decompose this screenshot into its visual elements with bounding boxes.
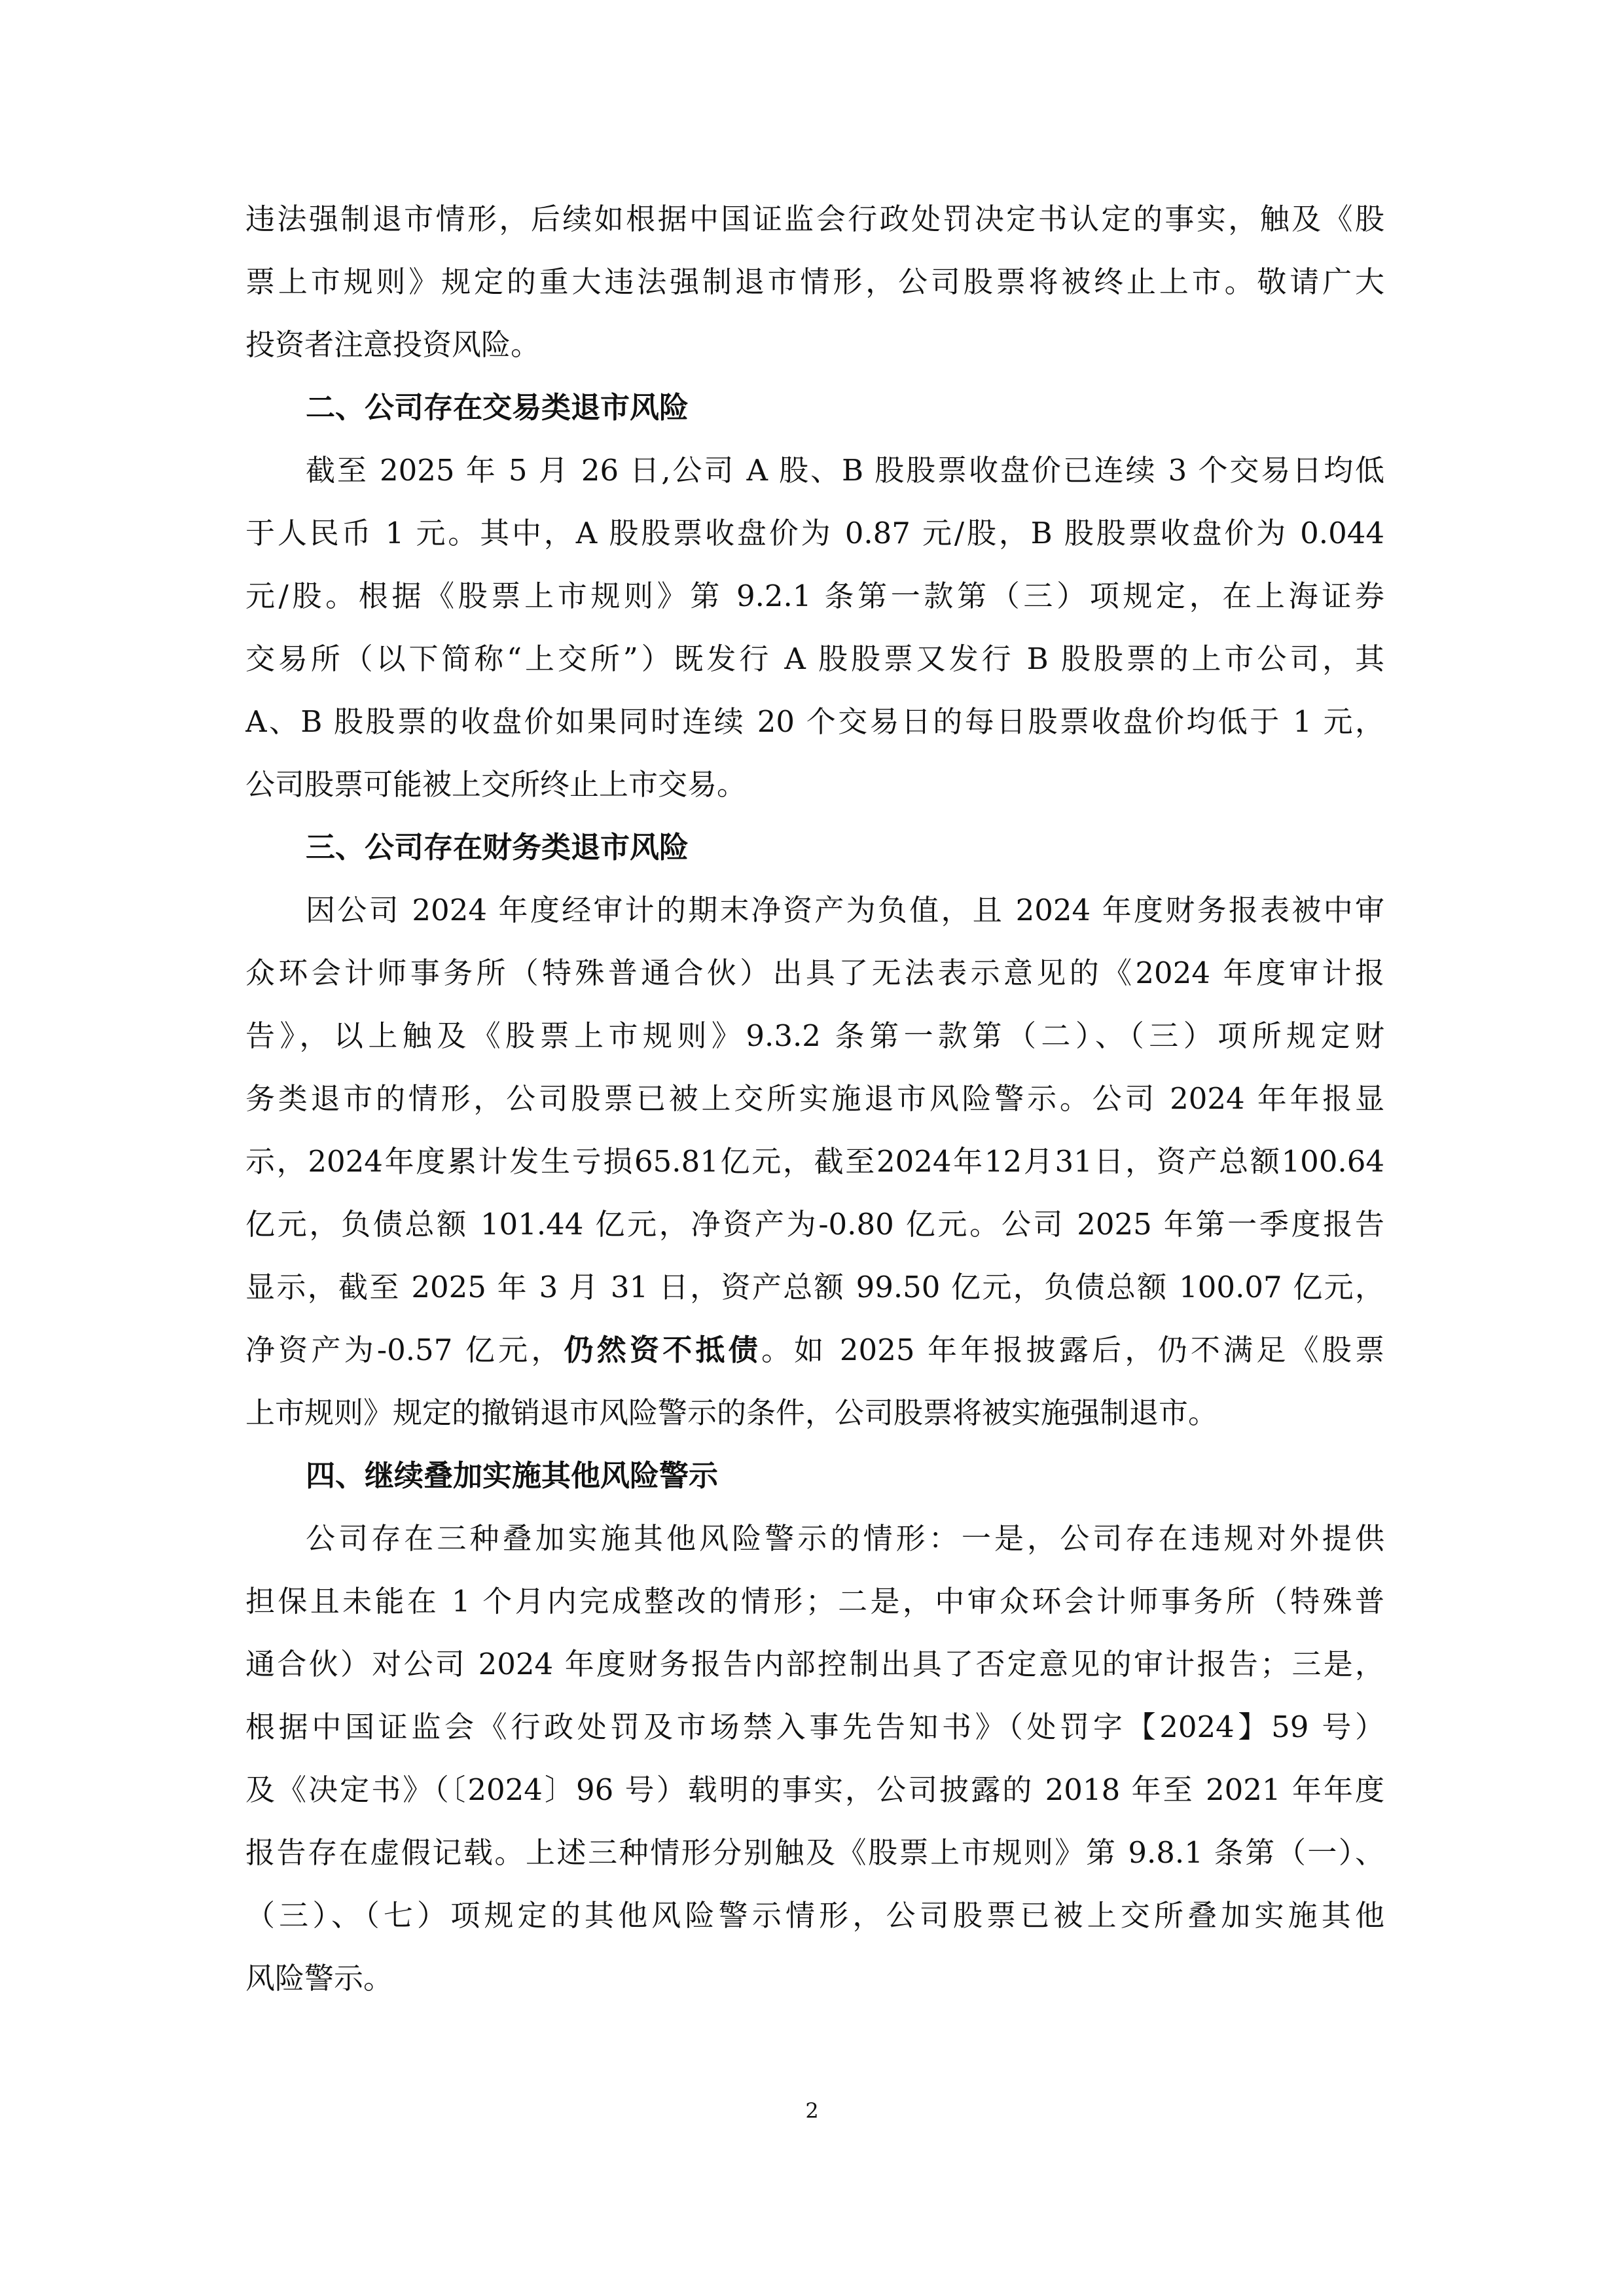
- text-line: 告》，以上触及《股票上市规则》9.3.2 条第一款第（二）、（三）项所规定财: [245, 1018, 1384, 1053]
- document-body: [245, 188, 1384, 2010]
- text-line: 公司存在三种叠加实施其他风险警示的情形：一是，公司存在违规对外提供: [306, 1521, 1384, 1556]
- text-line: 通合伙）对公司 2024 年度财务报告内部控制出具了否定意见的审计报告；三是，: [245, 1647, 1384, 1681]
- page-number: 2: [805, 2098, 819, 2123]
- text-line: 违法强制退市情形，后续如根据中国证监会行政处罚决定书认定的事实，触及《股: [245, 202, 1384, 236]
- text-line: 亿元，负债总额 101.44 亿元，净资产为-0.80 亿元。公司 2025 年第一季度报告: [245, 1207, 1384, 1242]
- text-line: 根据中国证监会《行政处罚及市场禁入事先告知书》（处罚字【2024】59 号）: [245, 1710, 1384, 1744]
- text-line: 务类退市的情形，公司股票已被上交所实施退市风险警示。公司 2024 年年报显: [245, 1081, 1384, 1116]
- text-line: 元/股。根据《股票上市规则》第 9.2.1 条第一款第（三）项规定，在上海证券: [245, 579, 1384, 613]
- text-line: 于人民币 1 元。其中，A 股股票收盘价为 0.87 元/股，B 股股票收盘价为 0.044: [245, 516, 1384, 550]
- text-line: 截至 2025 年 5 月 26 日,公司 A 股、B 股股票收盘价已连续 3 个交易日均低: [306, 453, 1384, 488]
- text-line: 显示，截至 2025 年 3 月 31 日，资产总额 99.50 亿元，负债总额 100.07 亿元，: [245, 1270, 1384, 1304]
- text-line: 报告存在虚假记载。上述三种情形分别触及《股票上市规则》第 9.8.1 条第（一）、: [245, 1835, 1384, 1870]
- text-line: 众环会计师事务所（特殊普通合伙）出具了无法表示意见的《2024 年度审计报: [245, 956, 1384, 990]
- section-heading: 二、公司存在交易类退市风险: [306, 390, 689, 425]
- text-line: 因公司 2024 年度经审计的期末净资产为负值，且 2024 年度财务报表被中审: [306, 893, 1384, 927]
- text-line: 风险警示。: [245, 1961, 393, 1996]
- text-line: 投资者注意投资风险。: [245, 327, 541, 362]
- section-heading: 三、公司存在财务类退市风险: [306, 830, 689, 865]
- emphasized-text: 仍然资不抵债: [564, 1333, 761, 1367]
- text-line: 担保且未能在 1 个月内完成整改的情形；二是，中审众环会计师事务所（特殊普: [245, 1584, 1384, 1619]
- text-segment: 净资产为-0.57 亿元，: [245, 1333, 564, 1367]
- text-line: A、B 股股票的收盘价如果同时连续 20 个交易日的每日股票收盘价均低于 1 元，: [245, 704, 1384, 739]
- text-line-with-emphasis: [245, 1319, 1384, 1382]
- text-line: （三）、（七）项规定的其他风险警示情形，公司股票已被上交所叠加实施其他: [245, 1898, 1384, 1933]
- text-line: 及《决定书》（〔2024〕96 号）载明的事实，公司披露的 2018 年至 2021 年年度: [245, 1772, 1384, 1807]
- section-heading: 四、继续叠加实施其他风险警示: [306, 1458, 719, 1493]
- text-line: 公司股票可能被上交所终止上市交易。: [245, 767, 747, 802]
- text-line: 上市规则》规定的撤销退市风险警示的条件，公司股票将被实施强制退市。: [245, 1395, 1218, 1430]
- text-line: 票上市规则》规定的重大违法强制退市情形，公司股票将被终止上市。敬请广大: [245, 264, 1384, 299]
- text-line: 交易所（以下简称“上交所”）既发行 A 股股票又发行 B 股股票的上市公司，其: [245, 641, 1384, 676]
- text-line: 示，2024年度累计发生亏损65.81亿元，截至2024年12月31日，资产总额100.64: [245, 1144, 1384, 1179]
- text-segment: 。如 2025 年年报披露后，仍不满足《股票: [761, 1333, 1384, 1367]
